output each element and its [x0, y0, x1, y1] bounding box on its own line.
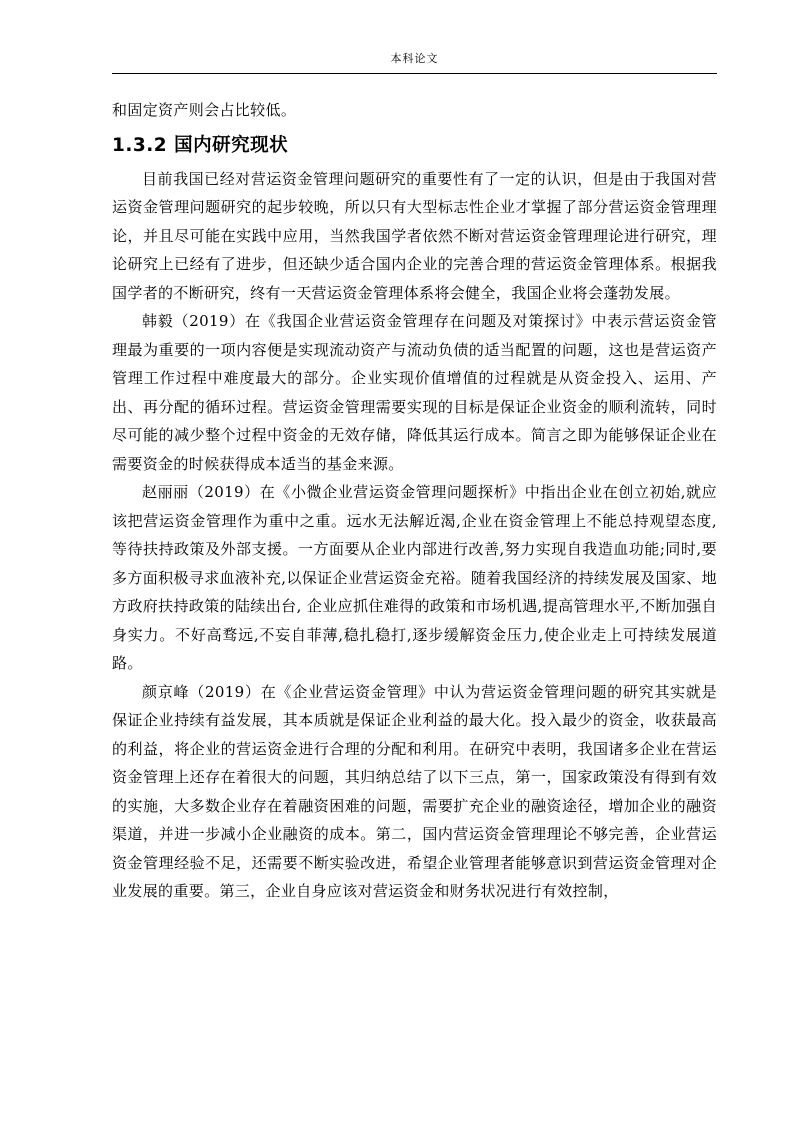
section-heading: 1.3.2 国内研究现状 [112, 134, 289, 156]
page-header: 本科论文 [390, 52, 439, 65]
paragraph-yan-jingfeng: 颜京峰（2019）在《企业营运资金管理》中认为营运资金管理问题的研究其实就是保证企业持续有益发展，其本质就是保证企业利益的最大化。投入最少的资金，收获最高的利益，将企业的营运资金进行合理的分配和利用。在研究中表明，我国诸多企业在营运资金管理上还存在着很大的问题，其归纳总结了以下三点，第一，国家政策没有得到有效的实施，大多数企业存在着融资困难的问题，需要扩充企业的融资途径，增加企业的融资渠道，并进一步减小企业融资的成本。第二，国内营运资金管理理论不够完善，企业营运资金管理经验不足，还需要不断实验改进，希望企业管理者能够意识到营运资金管理对企业发展的重要。第三，企业自身应该对营运资金和财务状况进行有效控制， [112, 682, 717, 900]
paragraph-han-yi: 韩毅（2019）在《我国企业营运资金管理存在问题及对策探讨》中表示营运资金管理最为重要的一项内容便是实现流动资产与流动负债的适当配置的问题，这也是营运资产管理工作过程中难度最大的部分。企业实现价值增值的过程就是从资金投入、运用、产出、再分配的循环过程。营运资金管理需要实现的目标是保证企业资金的顺利流转，同时尽可能的减少整个过程中资金的无效存储，降低其运行成本。简言之即为能够保证企业在需要资金的时候获得成本适当的基金来源。 [112, 312, 717, 473]
paragraph-overview: 目前我国已经对营运资金管理问题研究的重要性有了一定的认识，但是由于我国对营运资金管理问题研究的起步较晚，所以只有大型标志性企业才掌握了部分营运资金管理理论，并且尽可能在实践中应用，当然我国学者依然不断对营运资金管理理论进行研究，理论研究上已经有了进步，但还缺少适合国内企业的完善合理的营运资金管理体系。根据我国学者的不断研究，终有一天营运资金管理体系将会健全，我国企业将会蓬勃发展。 [112, 169, 717, 302]
document-body [112, 96, 717, 906]
lead-text: 和固定资产则会占比较低。 [112, 101, 297, 119]
paragraph-zhao-lili: 赵丽丽（2019）在《小微企业营运资金管理问题探析》中指出企业在创立初始,就应该把营运资金管理作为重中之重。远水无法解近渴,企业在资金管理上不能总持观望态度,等待扶持政策及外部支援。一方面要从企业内部进行改善,努力实现自我造血功能;同时,要多方面积极寻求血液补充,以保证企业营运资金充裕。随着我国经济的持续发展及国家、地方政府扶持政策的陆续出台, 企业应抓住难得的政策和市场机遇,提高管理水平,不断加强自身实力。不好高骛远,不妄自菲薄,稳扎稳打,逐步缓解资金压力,使企业走上可持续发展道路。 [112, 483, 717, 672]
header-divider [112, 73, 717, 74]
